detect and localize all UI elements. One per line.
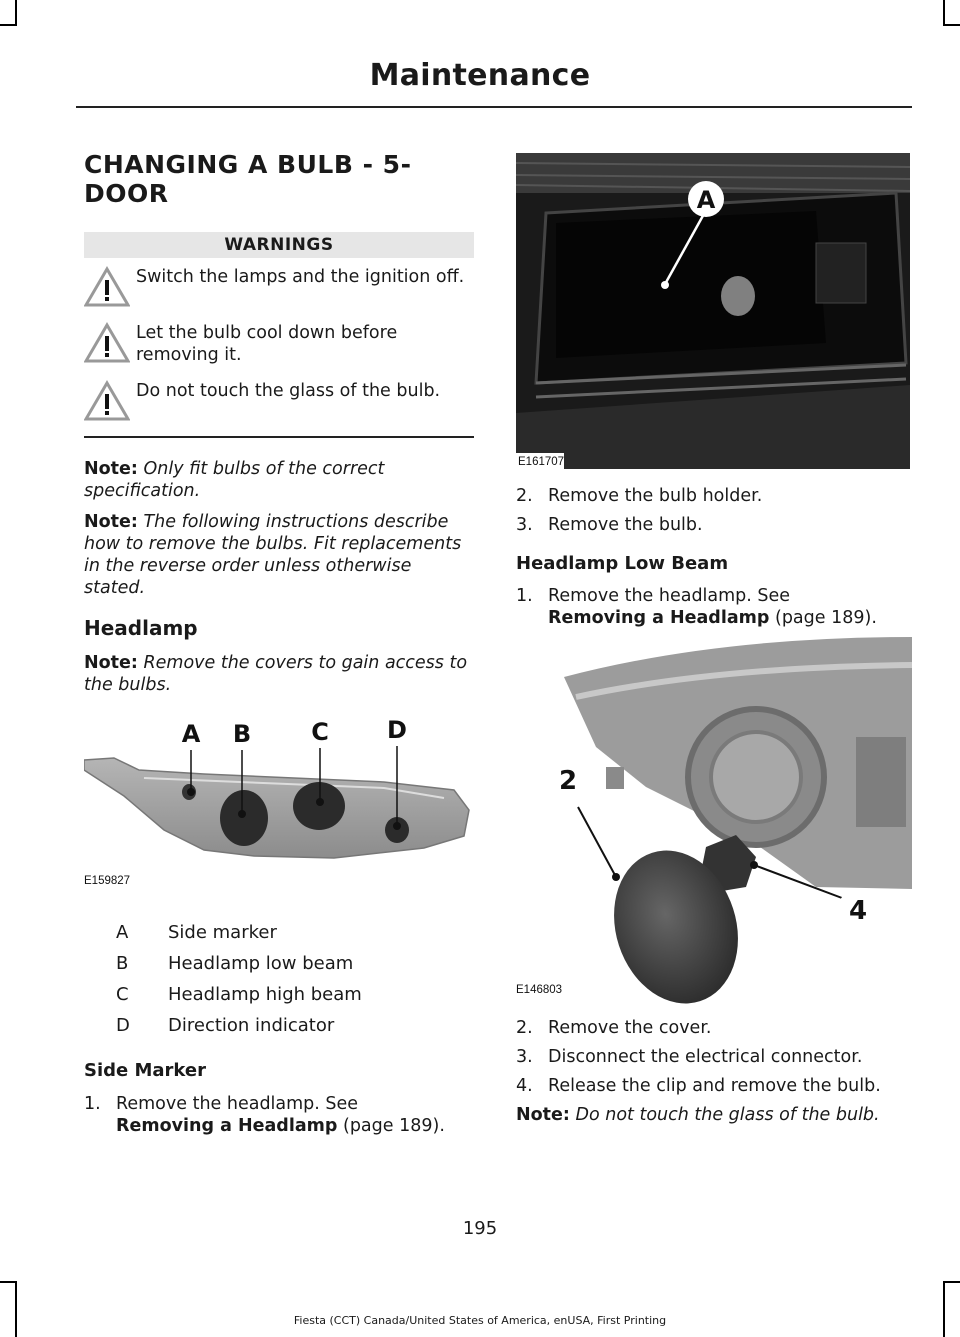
crop-mark <box>0 24 17 26</box>
crop-mark <box>943 1281 945 1337</box>
step-number: 2. <box>516 486 533 506</box>
step <box>516 585 916 629</box>
legend-value: Side marker <box>168 921 277 943</box>
side-marker-bulb-figure <box>516 153 910 469</box>
step <box>516 1075 916 1097</box>
subheading-side-marker: Side Marker <box>84 1059 207 1081</box>
cross-reference-link[interactable]: Removing a Headlamp <box>548 608 770 628</box>
footer-text: Fiesta (CCT) Canada/United States of America, enUSA, First Printing <box>293 1314 667 1327</box>
warnings-rule <box>84 436 474 438</box>
figure-code: E159827 <box>84 874 131 887</box>
note-label: Note: <box>516 1105 570 1125</box>
step-text: Release the clip and remove the bulb. <box>548 1076 881 1096</box>
step <box>84 1093 474 1137</box>
section-heading: CHANGING A BULB - 5-DOOR <box>84 150 412 208</box>
note-text: The following instructions describe how to remove the bulbs. Fit replacements in the reverse order unless otherwise stated. <box>84 511 462 598</box>
legend-value: Headlamp high beam <box>168 983 362 1005</box>
step <box>516 485 916 507</box>
warning-text: Switch the lamps and the ignition off. <box>136 267 465 287</box>
step <box>516 1017 916 1039</box>
warning-triangle-icon <box>84 322 130 364</box>
figure-label-c: C <box>311 717 329 746</box>
warning-text: Let the bulb cool down before removing it. <box>136 323 398 365</box>
note <box>516 1104 916 1126</box>
figure-label-b: B <box>232 719 252 748</box>
warnings-box <box>84 232 474 438</box>
step-number: 1. <box>84 1093 101 1114</box>
page-reference: (page 189). <box>343 1115 445 1136</box>
step-number: 3. <box>516 1047 533 1067</box>
page-number: 195 <box>462 1218 498 1239</box>
crop-mark <box>0 1281 17 1283</box>
low-beam-bulb-figure <box>516 637 912 1005</box>
crop-mark <box>15 0 17 26</box>
step <box>516 1046 916 1068</box>
legend-key: B <box>116 952 129 974</box>
note-text: Remove the covers to gain access to the bulbs. <box>84 652 468 695</box>
page-title: Maintenance <box>369 58 591 93</box>
step-text: Remove the headlamp. See <box>116 1093 359 1114</box>
figure-code: E161707 <box>518 456 565 468</box>
note <box>84 458 474 502</box>
warning-text: Do not touch the glass of the bulb. <box>136 381 441 401</box>
note-text: Only fit bulbs of the correct specification. <box>84 458 385 501</box>
step-number: 2. <box>516 1018 533 1038</box>
page-reference: (page 189). <box>775 608 877 628</box>
crop-mark <box>943 24 960 26</box>
crop-mark <box>15 1281 17 1337</box>
step-text: Remove the bulb holder. <box>548 486 763 506</box>
legend-row <box>84 922 474 953</box>
legend-key: D <box>116 1014 130 1036</box>
step-number: 1. <box>516 586 533 606</box>
subheading-headlamp: Headlamp <box>84 615 198 640</box>
note <box>84 652 474 696</box>
step-number: 4. <box>516 1076 533 1096</box>
step-text: Remove the headlamp. See <box>548 586 791 606</box>
crop-mark <box>943 0 945 26</box>
warning-item <box>84 380 474 422</box>
legend-value: Direction indicator <box>168 1014 335 1036</box>
note-label: Note: <box>84 652 138 673</box>
crop-mark <box>943 1281 960 1283</box>
figure-label-2: 2 <box>558 766 578 796</box>
step-text: Disconnect the electrical connector. <box>548 1047 863 1067</box>
step <box>516 514 916 536</box>
legend-key: C <box>116 983 129 1005</box>
legend-row <box>84 984 474 1015</box>
step-text: Remove the bulb. <box>548 515 703 535</box>
legend-row <box>84 1015 474 1046</box>
note-text: Do not touch the glass of the bulb. <box>575 1105 880 1125</box>
legend-row <box>84 953 474 984</box>
warnings-title: WARNINGS <box>84 232 474 258</box>
figure-label-a: A <box>696 186 716 214</box>
figure-code: E146803 <box>516 984 563 996</box>
warning-triangle-icon <box>84 266 130 308</box>
subheading-low-beam: Headlamp Low Beam <box>516 553 729 574</box>
step-text: Remove the cover. <box>548 1018 712 1038</box>
note <box>84 511 474 599</box>
headlamp-bulb-locations-figure <box>84 708 474 908</box>
note-label: Note: <box>84 511 138 532</box>
warning-triangle-icon <box>84 380 130 422</box>
step-number: 3. <box>516 515 533 535</box>
right-column <box>516 140 916 1126</box>
warning-item <box>84 266 474 308</box>
figure-label-d: D <box>387 715 407 744</box>
figure-label-a: A <box>181 719 201 748</box>
cross-reference-link[interactable]: Removing a Headlamp <box>116 1115 338 1136</box>
note-label: Note: <box>84 458 138 479</box>
legend <box>84 922 474 1046</box>
legend-value: Headlamp low beam <box>168 952 354 974</box>
legend-key: A <box>116 921 129 943</box>
warning-item <box>84 322 474 366</box>
figure-label-4: 4 <box>848 896 868 926</box>
left-column <box>84 140 474 1137</box>
header-rule <box>76 106 912 108</box>
